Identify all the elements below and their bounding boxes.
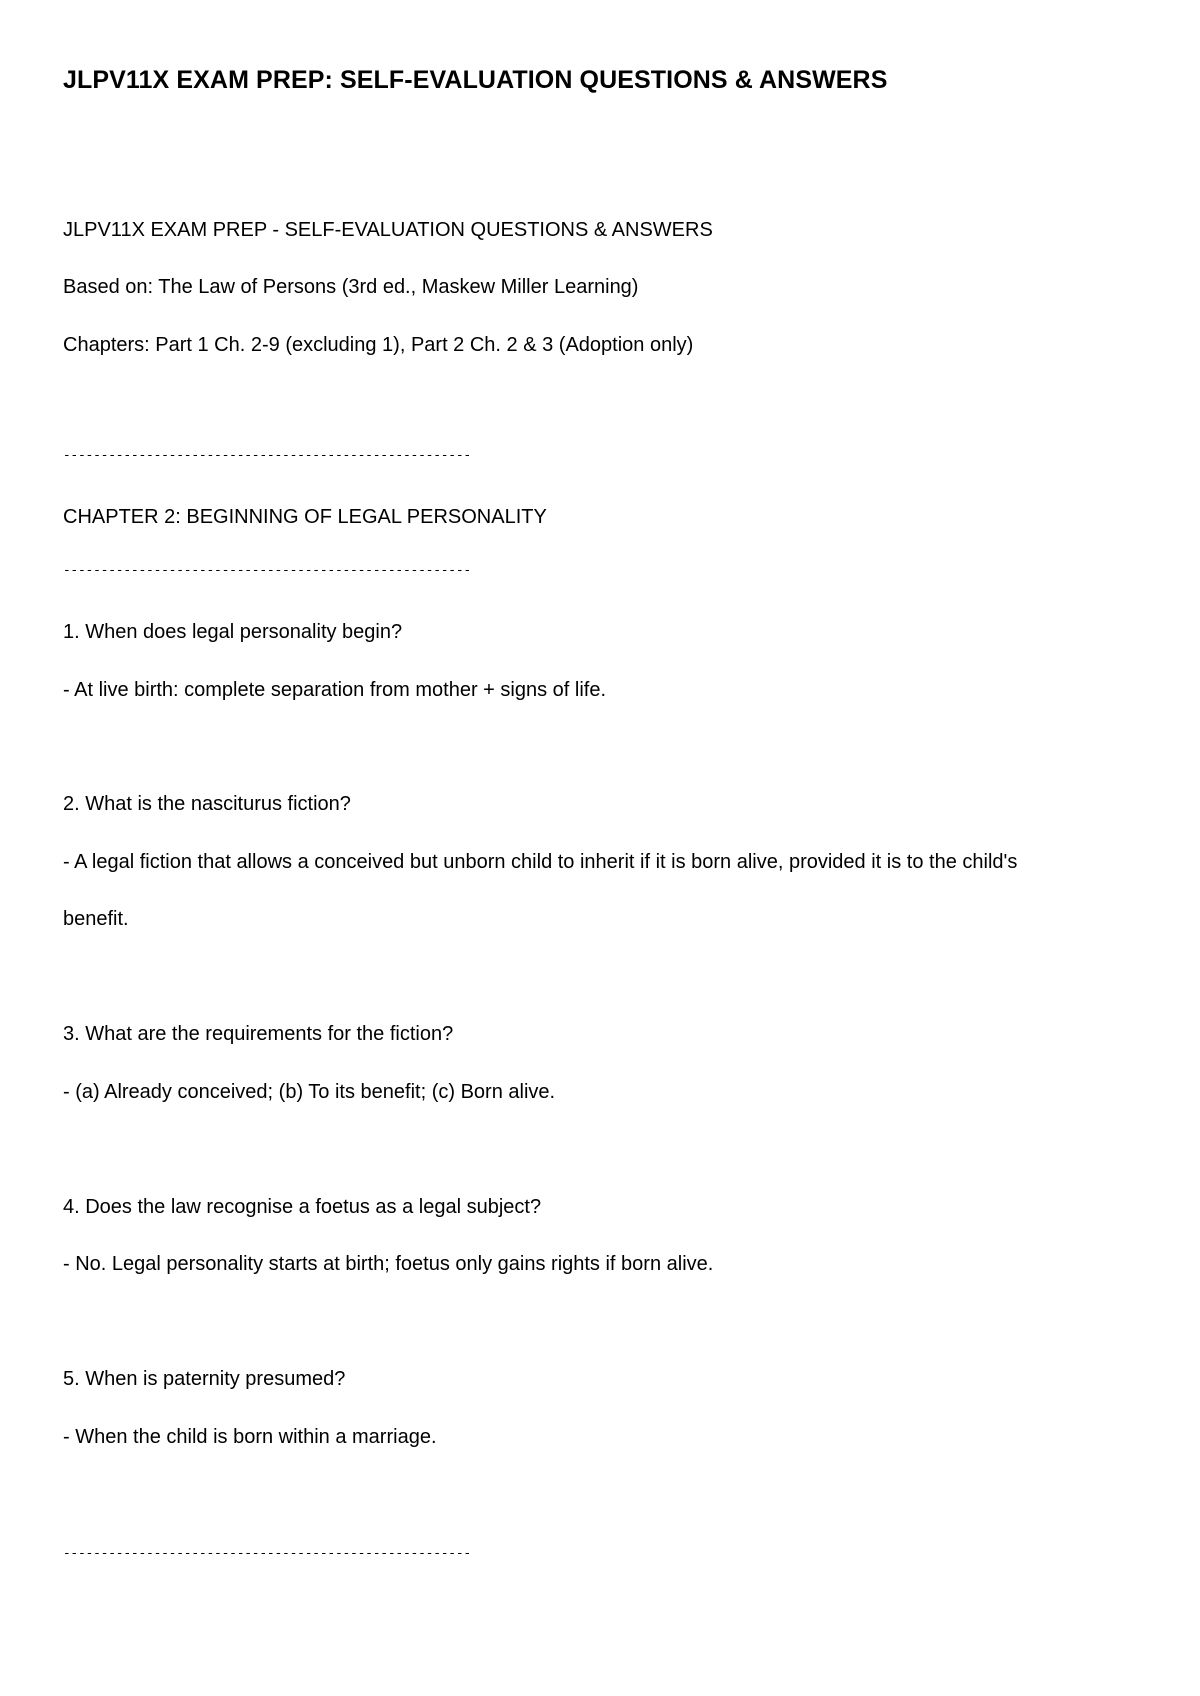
question-text: 1. When does legal personality begin? [63, 621, 403, 643]
separator-line: ------------------------------------------------------ [63, 1547, 472, 1561]
document-subtitle: JLPV11X EXAM PREP - SELF-EVALUATION QUESTIONS & ANSWERS [63, 219, 713, 241]
separator-line: ------------------------------------------------------ [63, 564, 472, 578]
answer-text: - When the child is born within a marriage. [63, 1426, 437, 1448]
question-text: 3. What are the requirements for the fiction? [63, 1023, 454, 1045]
question-text: 4. Does the law recognise a foetus as a legal subject? [63, 1196, 542, 1218]
answer-text-continuation: benefit. [63, 908, 129, 930]
chapter-heading: CHAPTER 2: BEGINNING OF LEGAL PERSONALITY [63, 506, 547, 528]
based-on-text: Based on: The Law of Persons (3rd ed., Maskew Miller Learning) [63, 276, 639, 298]
question-text: 5. When is paternity presumed? [63, 1368, 346, 1390]
answer-text: - No. Legal personality starts at birth; foetus only gains rights if born alive. [63, 1253, 714, 1275]
question-text: 2. What is the nasciturus fiction? [63, 793, 351, 815]
chapters-text: Chapters: Part 1 Ch. 2-9 (excluding 1), Part 2 Ch. 2 & 3 (Adoption only) [63, 334, 694, 356]
answer-text: - A legal fiction that allows a conceived but unborn child to inherit if it is born alive, provided it is to the child's [63, 851, 1018, 873]
answer-text: - At live birth: complete separation from mother + signs of life. [63, 679, 607, 701]
answer-text: - (a) Already conceived; (b) To its benefit; (c) Born alive. [63, 1081, 556, 1103]
document-title: JLPV11X EXAM PREP: SELF-EVALUATION QUESTIONS & ANSWERS [63, 66, 888, 94]
separator-line: ------------------------------------------------------ [63, 449, 472, 463]
